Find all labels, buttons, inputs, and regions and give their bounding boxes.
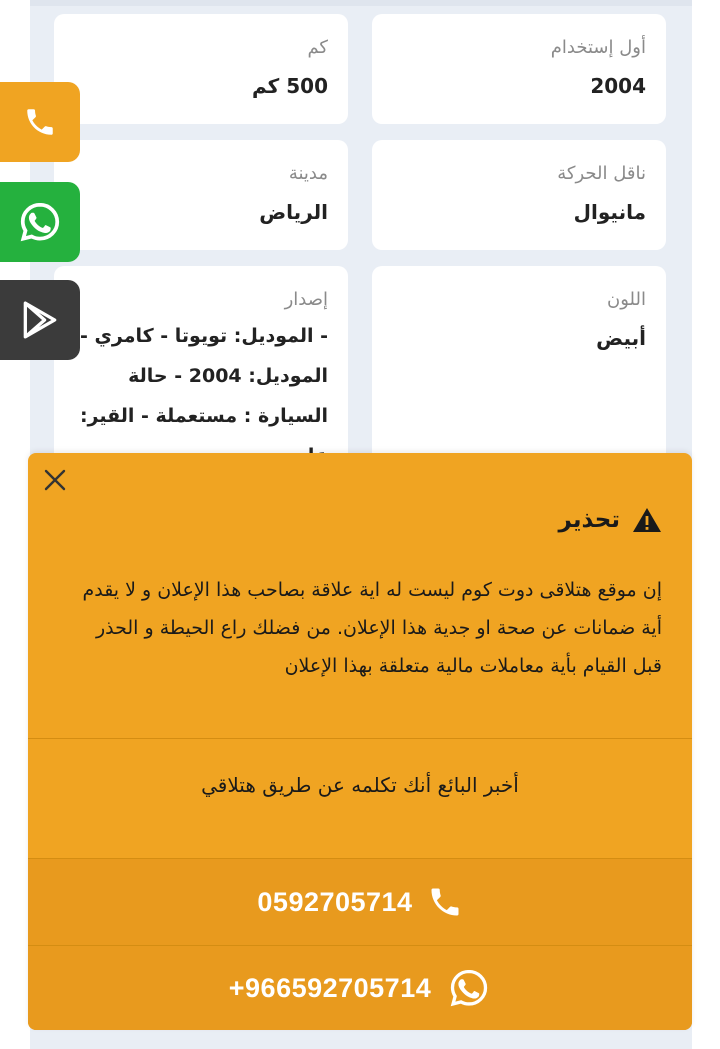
side-call-button[interactable] [0,82,80,162]
warning-message: إن موقع هتلاقى دوت كوم ليست له اية علاقة بصاحب هذا الإعلان و لا يقدم أية ضمانات عن صحة او جدية هذا الإعلان. من فضلك راع الحيطة و الحذر قبل القيام بأية معاملات مالية متعلقة بهذا الإعلان [82,579,662,677]
spec-label: كم [307,37,328,58]
google-play-icon [18,298,62,342]
tell-seller-text: أخبر البائع أنك تكلمه عن طريق هتلاقي [201,773,519,797]
panel-top-edge [30,0,692,6]
spec-value: 2004 [590,74,646,98]
spec-card-transmission [372,140,666,250]
phone-icon [427,884,463,920]
spec-card-city [54,140,348,250]
spec-value: - الموديل: تويوتا - كامري - الموديل: 2004 - حالة السيارة : مستعملة - القير: [79,325,328,427]
side-play-store-button[interactable] [0,280,80,360]
spec-label: مدينة [288,163,328,184]
phone-icon [23,105,57,139]
call-phone-button[interactable] [28,859,692,945]
divider [28,738,692,739]
spec-value: 500 كم [251,74,328,98]
whatsapp-contact-button[interactable] [28,946,692,1030]
spec-label: اللون [607,289,646,310]
warning-header [559,507,662,533]
whatsapp-icon [17,199,63,245]
phone-number: 0592705714 [257,886,413,917]
spec-value: أبيض [596,326,646,350]
side-whatsapp-button[interactable] [0,182,80,262]
spec-label: أول إستخدام [550,37,646,58]
spec-label: إصدار [284,289,328,310]
warning-dialog [28,453,692,1030]
warning-triangle-icon [632,507,662,533]
close-icon [42,467,68,493]
spec-value: مانيوال [573,200,646,224]
warning-title: تحذير [558,507,620,533]
whatsapp-number: +966592705714 [228,972,432,1003]
spec-card-km [54,14,348,124]
spec-value: الرياض [259,200,328,224]
spec-card-first-use [372,14,666,124]
close-button[interactable] [42,467,68,493]
spec-label: ناقل الحركة [557,163,646,184]
whatsapp-icon [447,966,491,1010]
